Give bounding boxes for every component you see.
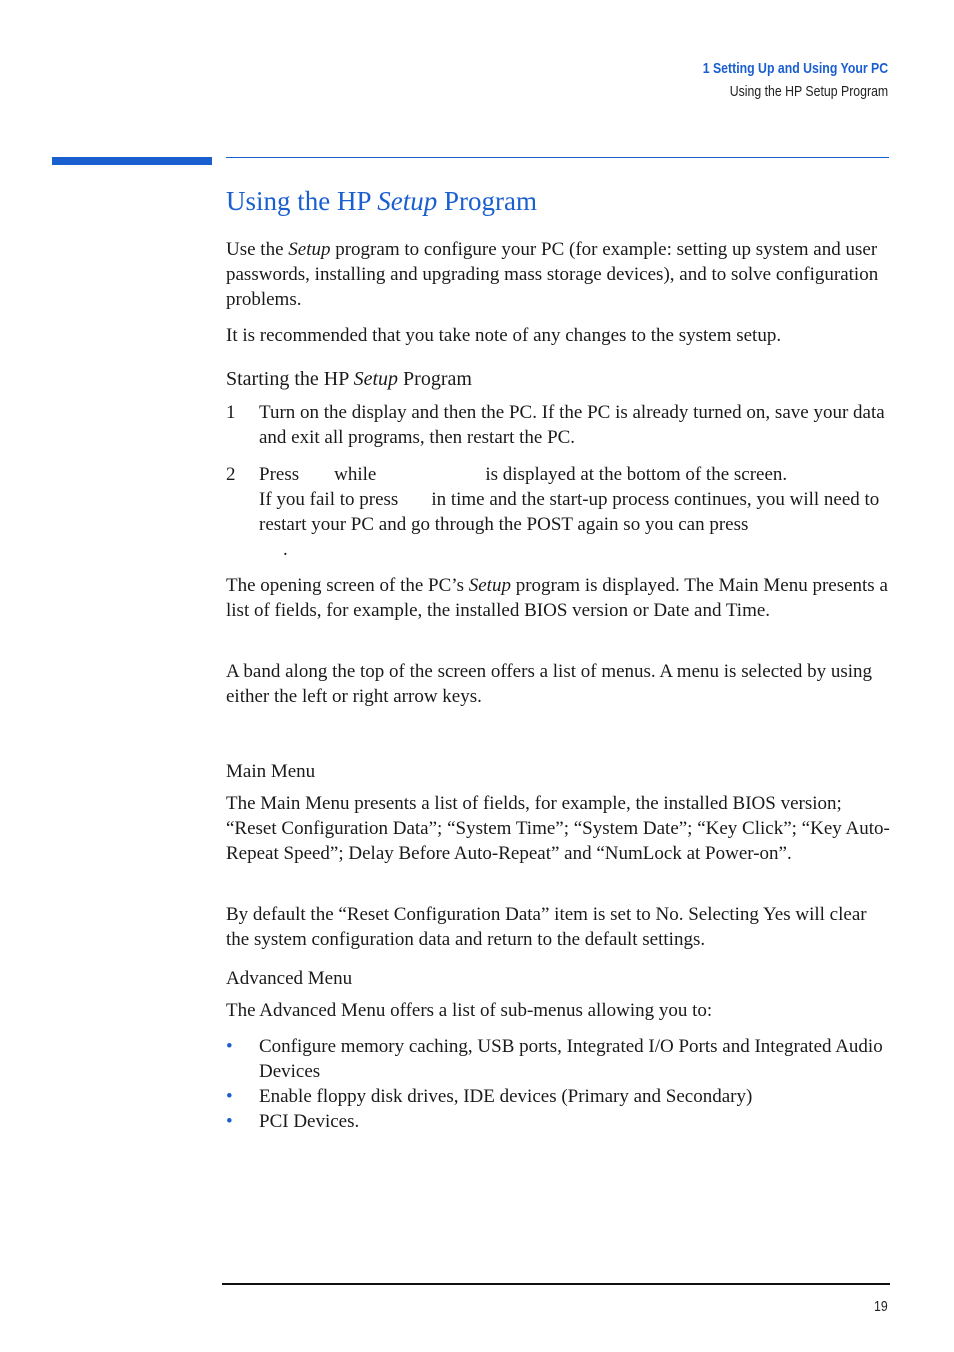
step-2-text	[259, 462, 890, 562]
step-2-part-f: .	[283, 539, 288, 560]
opening-paragraph-2: A band along the top of the screen offers a list of menus. A menu is selected by using either the left or right arrow keys.	[226, 661, 873, 707]
running-header-section: Using the HP Setup Program	[729, 83, 888, 100]
list-item: Configure memory caching, USB ports, Integrated I/O Ports and Integrated Audio Devices	[259, 1036, 883, 1082]
main-menu-paragraph-2: By default the “Reset Configuration Data” item is set to No. Selecting Yes will clear the system configuration data and return to the default settings.	[226, 904, 867, 950]
page-title-post: Program	[437, 186, 537, 216]
step-2-part-e: in time and the start-up process continues, you will need to restart your PC and go through the POST again so you can press	[259, 489, 880, 535]
step-2-number: 2	[226, 464, 236, 485]
step-2-part-c: is displayed at the bottom of the screen.	[485, 464, 788, 485]
step-2-part-b: while	[334, 464, 377, 485]
starting-heading	[226, 367, 472, 392]
bullet-icon: •	[226, 1086, 233, 1107]
page-number: 19	[874, 1298, 888, 1315]
bullet-icon: •	[226, 1111, 233, 1132]
list-item: PCI Devices.	[259, 1111, 360, 1132]
opening-p1-em: Setup	[468, 575, 511, 596]
intro-paragraph-1	[226, 237, 890, 312]
intro-p1-em: Setup	[288, 239, 331, 260]
page-title	[226, 186, 537, 217]
list-item: Enable floppy disk drives, IDE devices (Primary and Secondary)	[259, 1086, 753, 1107]
running-header-chapter: 1 Setting Up and Using Your PC	[702, 60, 888, 77]
step-1-number: 1	[226, 402, 236, 423]
main-menu-paragraph-1: The Main Menu presents a list of fields, for example, the installed BIOS version; “Reset Configuration Data”; “System Time”; “System Date”; “Key Click”; “Key Auto-Repeat Speed”; Delay Before Auto-Repeat” and “NumLock at Power-on”.	[226, 793, 890, 864]
starting-heading-em: Setup	[353, 368, 399, 390]
step-1-text: Turn on the display and then the PC. If the PC is already turned on, save your data and exit all programs, then restart the PC.	[259, 402, 885, 448]
advanced-menu-heading: Advanced Menu	[226, 968, 353, 989]
page-title-em: Setup	[377, 186, 438, 216]
step-2-part-a: Press	[259, 464, 300, 485]
opening-paragraph-1	[226, 573, 890, 623]
intro-p1-post: program to configure your PC (for example: setting up system and user passwords, installing and upgrading mass storage devices), and to solve configuration problems.	[226, 239, 879, 310]
bullet-icon: •	[226, 1036, 233, 1057]
starting-heading-pre: Starting the HP	[226, 368, 354, 390]
section-accent-bar	[52, 157, 212, 165]
page-title-pre: Using the HP	[226, 186, 378, 216]
step-2-part-d: If you fail to press	[259, 489, 399, 510]
opening-p1-post: program is displayed. The Main Menu presents a list of fields, for example, the installed BIOS version or Date and Time.	[226, 575, 888, 621]
footer-rule	[222, 1283, 890, 1285]
advanced-menu-paragraph: The Advanced Menu offers a list of sub-menus allowing you to:	[226, 1000, 713, 1021]
opening-p1-pre: The opening screen of the PC’s	[226, 575, 469, 596]
section-divider	[226, 157, 889, 158]
main-menu-heading: Main Menu	[226, 761, 316, 782]
intro-p1-pre: Use the	[226, 239, 289, 260]
intro-paragraph-2: It is recommended that you take note of any changes to the system setup.	[226, 325, 782, 346]
starting-heading-post: Program	[398, 368, 472, 390]
